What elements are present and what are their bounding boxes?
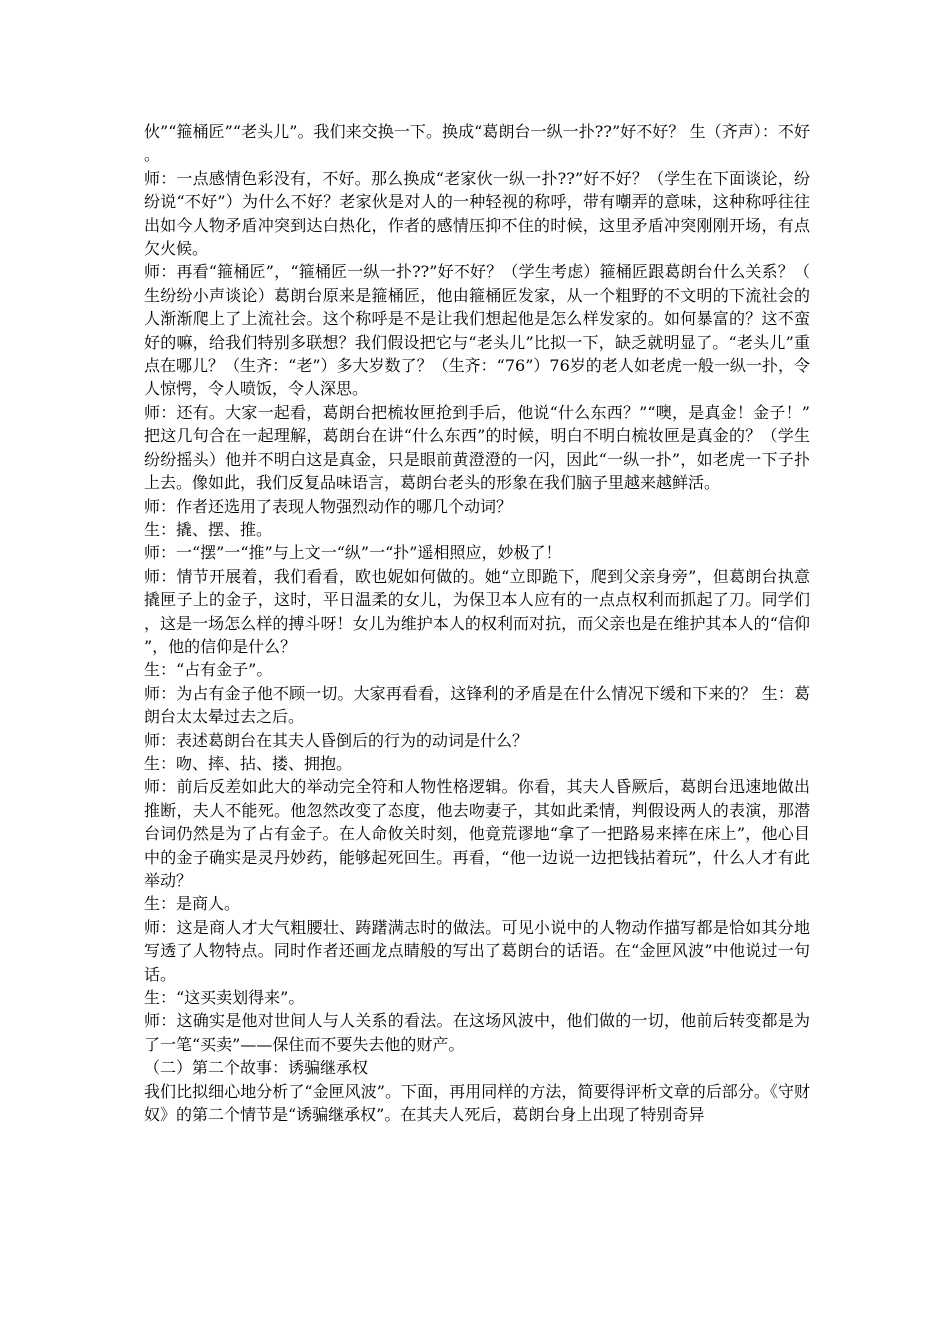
paragraph: 生：“这买卖划得来”。 bbox=[144, 988, 305, 1008]
paragraph: 生：撬、摆、推。 bbox=[144, 519, 273, 539]
paragraph: 我们比拟细心地分析了“金匣风波”。下面，再用同样的方法，简要得评析文章的后部分。《守财奴》的第二个情节是“诱骗继承权”。在其夫人死后，葛朗台身上出现了特别奇异 bbox=[144, 1081, 810, 1125]
paragraph: 师：前后反差如此大的举动完全符和人物性格逻辑。你看，其夫人昏厥后，葛朗台迅速地做出推断，夫人不能死。他忽然改变了态度，他去吻妻子，其如此柔情，判假设两人的表演，那潜台词仍然是为了占有金子。在人命攸关时刻，他竟荒谬地“拿了一把路易来摔在床上”，他心目中的金子确实是灵丹妙药，能够起死回生。再看，“他一边说一边把钱拈着玩”，什么人才有此举动？ bbox=[144, 777, 810, 890]
paragraph: 师：情节开展着，我们看看，欧也妮如何做的。她“立即跪下，爬到父亲身旁”，但葛朗台执意撬匣子上的金子，这时，平日温柔的女儿，为保卫本人应有的一点点权利而抓起了刀。同学们，这是一场怎么样的搏斗呀！女儿为维护本人的权利而对抗，而父亲也是在维护其本人的“信仰”，他的信仰是什么？ bbox=[144, 566, 810, 656]
paragraph: 师：为占有金子他不顾一切。大家再看看，这锋利的矛盾是在什么情况下缓和下来的？ 生：葛朗台太太晕过去之后。 bbox=[144, 683, 810, 727]
paragraph: 伙”“箍桶匠”“老头儿”。我们来交换一下。换成“葛朗台一纵一扑??”好不好？ 生（齐声）：不好。 bbox=[144, 122, 810, 165]
paragraph: 师：表述葛朗台在其夫人昏倒后的行为的动词是什么？ bbox=[144, 730, 529, 750]
paragraph: 师：一点感情色彩没有，不好。那么换成“老家伙一纵一扑??”好不好？（学生在下面谈论，纷纷说“不好”）为什么不好？老家伙是对人的一种轻视的称呼，带有嘲弄的意味，这种称呼往往出如今人物矛盾冲突到达白热化，作者的感情压抑不住的时候，这里矛盾冲突刚刚开场，有点欠火候。 bbox=[144, 168, 810, 259]
document-page bbox=[144, 120, 810, 1126]
paragraph: 师：再看“箍桶匠”，“箍桶匠一纵一扑??”好不好？（学生考虑）箍桶匠跟葛朗台什么关系？（生纷纷小声谈论）葛朗台原来是箍桶匠，他由箍桶匠发家，从一个粗野的不文明的下流社会的人渐渐爬上了上流社会。这个称呼是不是让我们想起他是怎么样发家的。如何暴富的？这不蛮好的嘛，给我们特别多联想？我们假设把它与“老头儿”比拟一下，缺乏就明显了。“老头儿”重点在哪儿？（生齐：“老”）多大岁数了？（生齐：“76”）76岁的老人如老虎一般一纵一扑，令人惊愕，令人喷饭，令人深思。 bbox=[144, 262, 810, 399]
paragraph: 生：吻、摔、拈、搂、拥抱。 bbox=[144, 753, 353, 773]
paragraph: 师：还有。大家一起看，葛朗台把梳妆匣抢到手后，他说“什么东西？”“噢，是真金！金子！”把这几句合在一起理解，葛朗台在讲“什么东西”的时候，明白不明白梳妆匣是真金的？（学生纷纷摇头）他并不明白这是真金，只是眼前黄澄澄的一闪，因此“一纵一扑”，如老虎一下子扑上去。像如此，我们反复品味语言，葛朗台老头的形象在我们脑子里越来越鲜活。 bbox=[144, 402, 810, 493]
paragraph: 师：一“摆”一“推”与上文一“纵”一“扑”遥相照应，妙极了！ bbox=[144, 543, 562, 563]
paragraph: 生：“占有金子”。 bbox=[144, 660, 273, 680]
paragraph: 师：作者还选用了表现人物强烈动作的哪几个动词？ bbox=[144, 496, 513, 516]
paragraph: 师：这是商人才大气粗腰壮、踌躇满志时的做法。可见小说中的人物动作描写都是恰如其分地写透了人物特点。同时作者还画龙点睛般的写出了葛朗台的话语。在“金匣风波”中他说过一句话。 bbox=[144, 917, 810, 984]
section-heading: （二）第二个故事：诱骗继承权 bbox=[144, 1058, 369, 1078]
paragraph: 师：这确实是他对世间人与人关系的看法。在这场风波中，他们做的一切，他前后转变都是为了一笔“买卖”——保住而不要失去他的财产。 bbox=[144, 1011, 810, 1054]
paragraph: 生：是商人。 bbox=[144, 894, 241, 914]
